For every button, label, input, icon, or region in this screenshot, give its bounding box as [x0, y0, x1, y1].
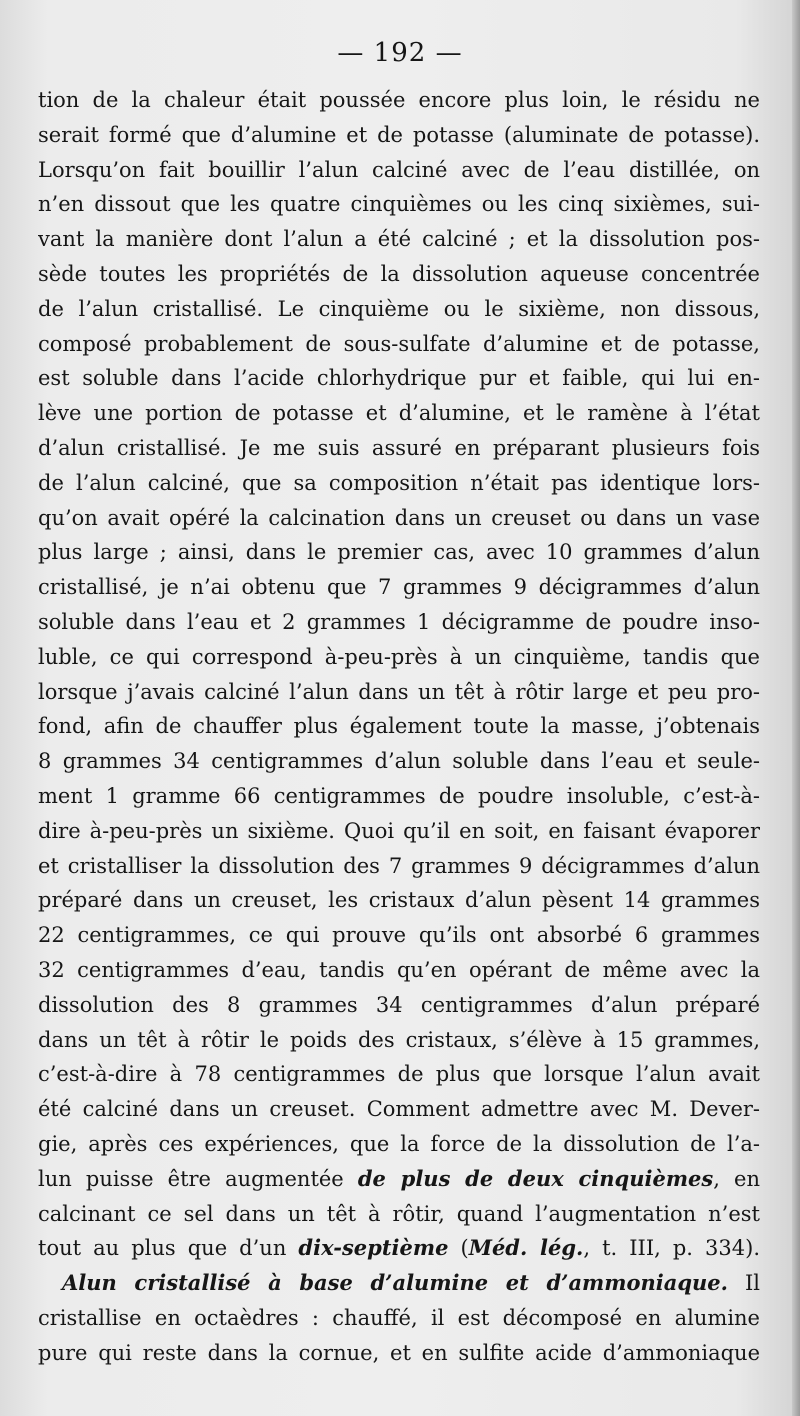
- text-line: luble, ce qui correspond à-peu-près à un cinquième, tandis que: [38, 644, 760, 669]
- text-line: soluble dans l’eau et 2 grammes 1 décigramme de poudre inso-: [38, 609, 760, 634]
- text-line: lorsque j’avais calciné l’alun dans un têt à rôtir large et peu pro-: [38, 679, 760, 704]
- text-line: [38, 1231, 760, 1266]
- text-line: ment 1 gramme 66 centigrammes de poudre insoluble, c’est-à-: [38, 783, 760, 808]
- text-segment: lun puisse être augmentée: [38, 1166, 344, 1191]
- text-line: pure qui reste dans la cornue, et en sulfite acide d’ammoniaque: [38, 1340, 760, 1365]
- text-segment: Il: [744, 1271, 760, 1296]
- text-line: qu’on avait opéré la calcination dans un creuset ou dans un vase: [38, 505, 760, 530]
- text-line: cristallisé, je n’ai obtenu que 7 grammes 9 décigrammes d’alun: [38, 575, 760, 600]
- text-line: et cristalliser la dissolution des 7 grammes 9 décigrammes d’alun: [38, 853, 760, 878]
- text-line: 22 centigrammes, ce qui prouve qu’ils ont absorbé 6 grammes: [38, 923, 760, 948]
- body-text: [38, 83, 760, 1370]
- text-line: lève une portion de potasse et d’alumine, et le ramène à l’état: [38, 401, 760, 426]
- text-segment: , t. III, p. 334).: [583, 1236, 760, 1261]
- text-line: préparé dans un creuset, les cristaux d’alun pèsent 14 grammes: [38, 888, 760, 913]
- text-line: serait formé que d’alumine et de potasse (aluminate de potasse).: [38, 122, 760, 147]
- text-segment: , en: [713, 1166, 760, 1191]
- page-number: — 192 —: [337, 38, 463, 68]
- section-heading-line: [38, 1266, 760, 1301]
- text-line: dans un têt à rôtir le poids des cristaux, s’élève à 15 grammes,: [38, 1027, 760, 1052]
- text-line: composé probablement de sous-sulfate d’alumine et de potasse,: [38, 331, 760, 356]
- text-line: plus large ; ainsi, dans le premier cas, avec 10 grammes d’alun: [38, 540, 760, 565]
- text-segment: (: [460, 1236, 469, 1261]
- text-line: d’alun cristallisé. Je me suis assuré en préparant plusieurs fois: [38, 435, 760, 460]
- text-line: [38, 1162, 760, 1197]
- text-line: cristallise en octaèdres : chauffé, il est décomposé en alumine: [38, 1305, 760, 1330]
- text-line: n’en dissout que les quatre cinquièmes ou les cinq sixièmes, sui-: [38, 192, 760, 217]
- text-segment: tout au plus que d’un: [38, 1236, 287, 1261]
- text-line: calcinant ce sel dans un têt à rôtir, quand l’augmentation n’est: [38, 1201, 760, 1226]
- text-line: Lorsqu’on fait bouillir l’alun calciné avec de l’eau distillée, on: [38, 157, 760, 182]
- text-line: été calciné dans un creuset. Comment admettre avec M. Dever-: [38, 1097, 760, 1122]
- text-line: tion de la chaleur était poussée encore plus loin, le résidu ne: [38, 88, 760, 112]
- text-line: de l’alun cristallisé. Le cinquième ou le sixième, non dissous,: [38, 296, 760, 321]
- text-line: dissolution des 8 grammes 34 centigrammes d’alun préparé: [38, 992, 760, 1017]
- section-heading: Alun cristallisé à base d’alumine et d’ammoniaque.: [62, 1270, 728, 1296]
- text-line: vant la manière dont l’alun a été calciné ; et la dissolution pos-: [38, 227, 760, 252]
- text-line: 8 grammes 34 centigrammes d’alun soluble dans l’eau et seule-: [38, 749, 760, 774]
- citation-italic: Méd. lég.: [468, 1235, 584, 1261]
- text-line: gie, après ces expériences, que la force de la dissolution de l’a-: [38, 1131, 760, 1156]
- text-line: sède toutes les propriétés de la dissolution aqueuse concentrée: [38, 261, 760, 286]
- italic-phrase: dix-septième: [298, 1235, 449, 1261]
- text-line: de l’alun calciné, que sa composition n’était pas identique lors-: [38, 470, 760, 495]
- text-line: fond, afin de chauffer plus également toute la masse, j’obtenais: [38, 714, 760, 739]
- text-line: 32 centigrammes d’eau, tandis qu’en opérant de même avec la: [38, 957, 760, 982]
- text-line: dire à-peu-près un sixième. Quoi qu’il en soit, en faisant évaporer: [38, 818, 760, 843]
- text-line: est soluble dans l’acide chlorhydrique pur et faible, qui lui en-: [38, 366, 760, 391]
- text-line: c’est-à-dire à 78 centigrammes de plus que lorsque l’alun avait: [38, 1062, 760, 1087]
- italic-phrase: de plus de deux cinquièmes: [357, 1165, 714, 1191]
- page-edge: [792, 0, 800, 1416]
